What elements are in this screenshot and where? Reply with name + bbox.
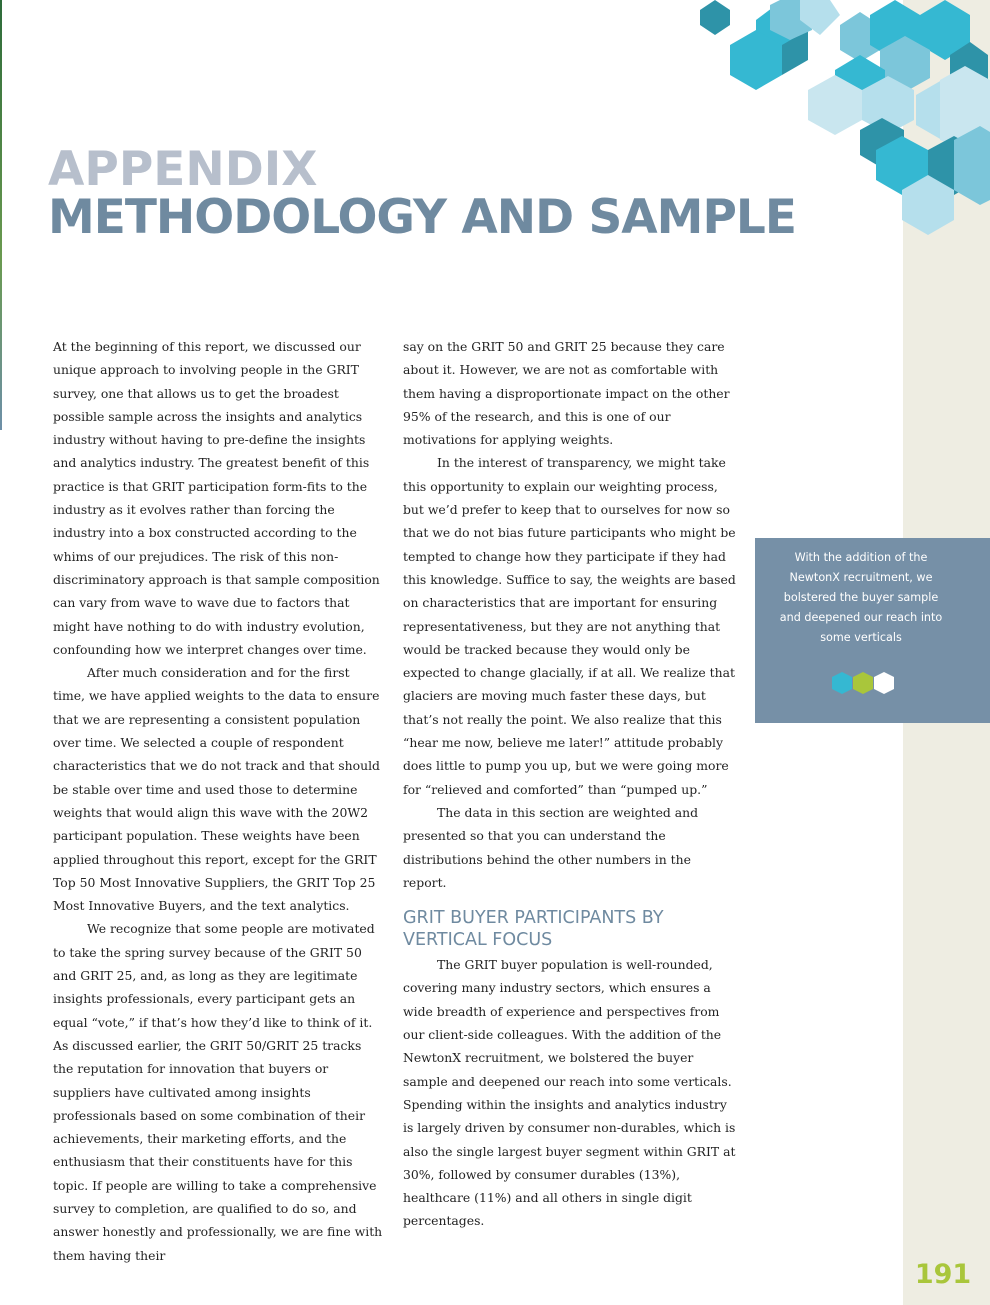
body-column-right <box>403 335 738 1233</box>
body-paragraph: After much consideration and for the first time, we have applied weights to the data to ensure that we are representing a consistent population over time. We selected a couple of respondent characteristics that we do not track and that should be stable over time and used those to determine weights that would align this wave with the 20W2 participant population. These weights have been applied throughout this report, except for the GRIT Top 50 Most Innovative Suppliers, the GRIT Top 25 Most Innovative Buyers, and the text analytics. <box>53 665 380 914</box>
hexagon-trio-icon <box>832 671 896 695</box>
hex-green <box>853 672 873 694</box>
title-appendix: APPENDIX <box>48 142 318 197</box>
body-paragraph: The data in this section are weighted and presented so that you can understand the distributions behind the other numbers in the report. <box>403 804 699 890</box>
body-paragraph: We recognize that some people are motivated to take the spring survey because of the GRIT 50 and GRIT 25, and, as long as they are legitimate insights professionals, every participant gets an equal “vote,” if that’s how they’d like to think of it. As discussed earlier, the GRIT 50/GRIT 25 tracks the reputation for innovation that buyers or suppliers have cultivated among insights professionals based on some combination of their achievements, their marketing efforts, and the enthusiasm that their constituents have for this topic. If people are willing to take a comprehensive survey to completion, are qualified to do so, and answer honestly and professionally, we are fine with them having their <box>53 921 383 1263</box>
section-heading: GRIT BUYER PARTICIPANTS BY VERTICAL FOCUS <box>403 908 664 951</box>
body-column-left <box>53 335 385 1267</box>
hex-shape <box>700 0 730 35</box>
hex-shape <box>954 126 990 205</box>
pull-quote-box <box>755 538 990 723</box>
page-title: METHODOLOGY AND SAMPLE <box>48 190 796 245</box>
body-paragraph: At the beginning of this report, we discussed our unique approach to involving people in the GRIT survey, one that allows us to get the broadest possible sample across the insights and analytics industry without having to pre-define the insights and analytics industry. The greatest benefit of this practice is that GRIT participation form-fits to the industry as it evolves rather than forcing the industry into a box constructed according to the whims of our prejudices. The risk of this non-discriminatory approach is that sample composition can vary from wave to wave due to factors that might have nothing to do with industry evolution, confounding how we interpret changes over time. <box>53 339 380 657</box>
body-paragraph: say on the GRIT 50 and GRIT 25 because they care about it. However, we are not as comfortable with them having a disproportionate impact on the other 95% of the research, and this is one of our motivations for applying weights. <box>403 339 730 448</box>
body-paragraph: The GRIT buyer population is well-rounded, covering many industry sectors, which ensures a wide breadth of experience and perspectives from our client-side colleagues. With the addition of the NewtonX recruitment, we bolstered the buyer sample and deepened our reach into some verticals. Spending within the insights and analytics industry is largely driven by consumer non-durables, which is also the single largest buyer segment within GRIT at 30%, followed by consumer durables (13%), healthcare (11%) and all others in single digit percentages. <box>403 957 736 1229</box>
left-edge-stripe <box>0 0 2 430</box>
hex-teal <box>832 672 852 694</box>
body-paragraph: In the interest of transparency, we might take this opportunity to explain our weighting process, but we’d prefer to keep that to ourselves for now so that we do not bias future participants who might be tempted to change how they participate if they had this knowledge. Suffice to say, the weights are based on characteristics that are important for ensuring representativeness, but they are not anything that would be tracked because they would only be expected to change glacially, if at all. We realize that glaciers are moving much faster these days, but that’s not really the point. We also realize that this “hear me now, believe me later!” attitude probably does little to pump you up, but we were going more for “relieved and comforted” than “pumped up.” <box>403 455 736 797</box>
page-number: 191 <box>914 1259 972 1290</box>
pull-quote-text: With the addition of the NewtonX recruitment, we bolstered the buyer sample and deepened our reach into some verticals <box>779 551 943 644</box>
hex-white <box>874 672 894 694</box>
